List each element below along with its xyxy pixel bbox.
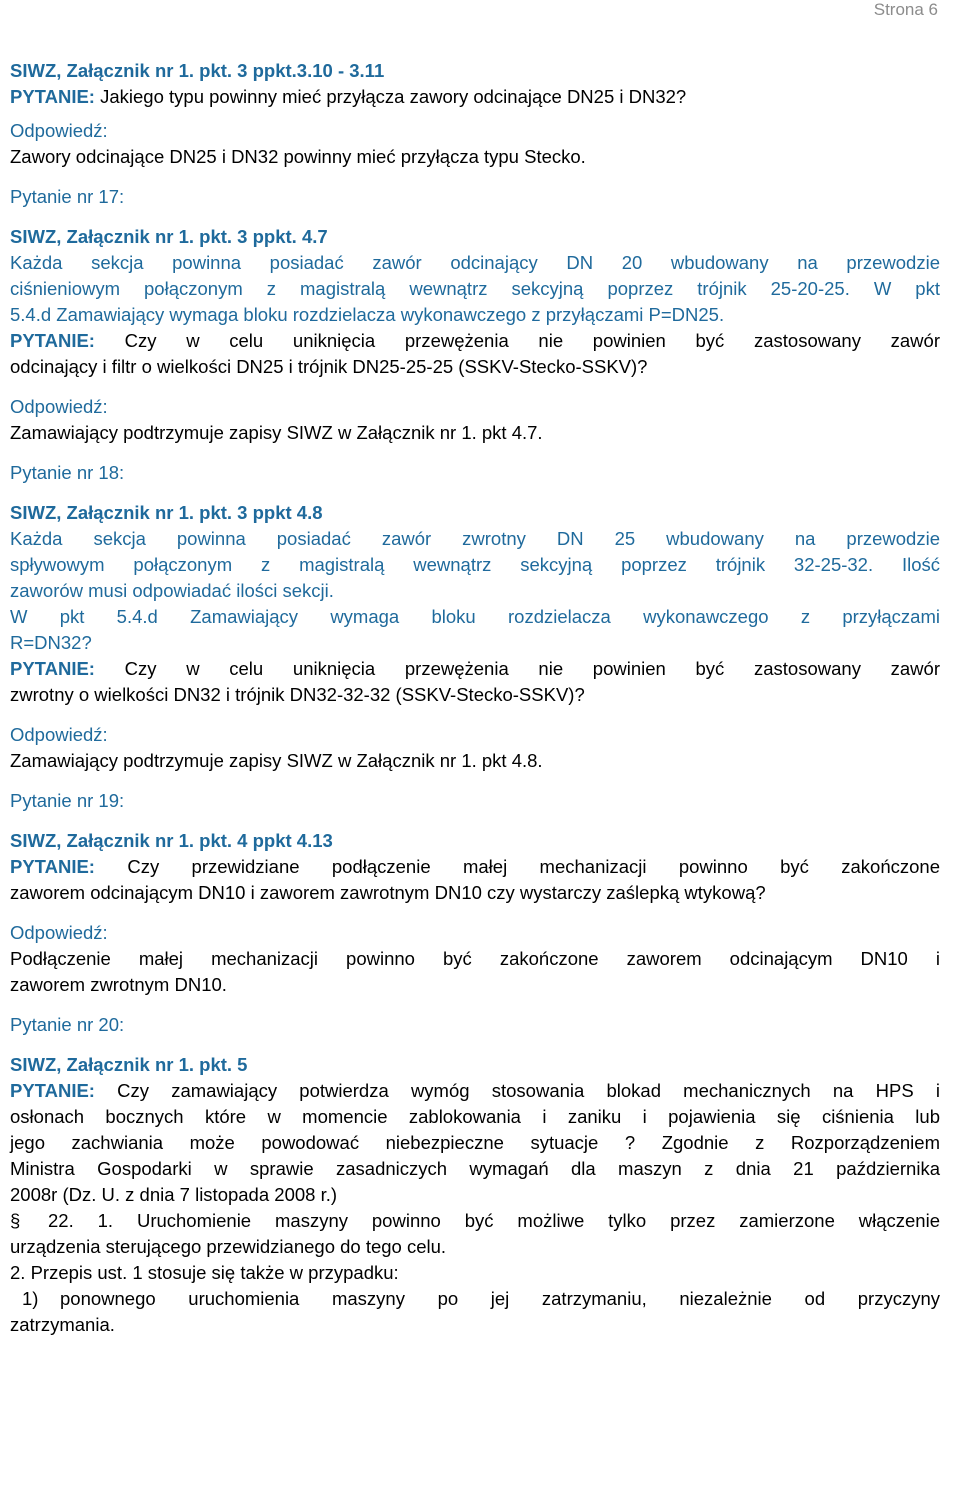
- q17-question: [10, 328, 940, 354]
- question-label: PYTANIE:: [10, 86, 95, 107]
- q18-title: Pytanie nr 18:: [10, 462, 125, 483]
- q20-list-item: [10, 1286, 940, 1312]
- document-body: [10, 58, 940, 1338]
- q20-question-cont: jego zachwiania może powodować niebezpieczne sytuacje ? Zgodnie z Rozporządzeniem: [10, 1132, 940, 1153]
- q20-question: [10, 1078, 940, 1104]
- q19-title: Pytanie nr 19:: [10, 790, 125, 811]
- question-label: PYTANIE:: [10, 330, 95, 351]
- q19-reference: SIWZ, Załącznik nr 1. pkt. 4 ppkt 4.13: [10, 830, 333, 851]
- q17-answer: Zamawiający podtrzymuje zapisy SIWZ w Załącznik nr 1. pkt 4.7.: [10, 422, 543, 443]
- paragraph-text: 22. 1. Uruchomienie maszyny powinno być możliwe tylko przez zamierzone włączenie: [48, 1210, 940, 1231]
- answer-label: Odpowiedź:: [10, 724, 108, 745]
- q18-question-cont: zwrotny o wielkości DN32 i trójnik DN32-32-32 (SSKV-Stecko-SSKV)?: [10, 684, 585, 705]
- question-text: Czy zamawiający potwierdza wymóg stosowania blokad mechanicznych na HPS i: [94, 1080, 940, 1101]
- q20-paragraph: [10, 1208, 940, 1234]
- question-text: Czy przewidziane podłączenie małej mechanizacji powinno być zakończone: [94, 856, 940, 877]
- q20-list-item-cont: zatrzymania.: [10, 1314, 115, 1335]
- q17-body-line: 5.4.d Zamawiający wymaga bloku rozdzielacza wykonawczego z przyłączami P=DN25.: [10, 304, 725, 325]
- q19-answer-cont: zaworem zwrotnym DN10.: [10, 974, 227, 995]
- list-number: 1): [22, 1288, 39, 1309]
- q16-reference: SIWZ, Załącznik nr 1. pkt. 3 ppkt.3.10 - 3.11: [10, 60, 385, 81]
- question-text: Czy w celu uniknięcia przewężenia nie powinien być zastosowany zawór: [94, 658, 940, 679]
- q20-question-cont: 2008r (Dz. U. z dnia 7 listopada 2008 r.): [10, 1184, 338, 1205]
- q20-paragraph-cont: 2. Przepis ust. 1 stosuje się także w przypadku:: [10, 1262, 399, 1283]
- q20-title: Pytanie nr 20:: [10, 1014, 125, 1035]
- q19-question: [10, 854, 940, 880]
- answer-label: Odpowiedź:: [10, 120, 108, 141]
- q17-reference: SIWZ, Załącznik nr 1. pkt. 3 ppkt. 4.7: [10, 226, 328, 247]
- q17-title: Pytanie nr 17:: [10, 186, 125, 207]
- list-text: ponownego uruchomienia maszyny po jej zatrzymaniu, niezależnie od przyczyny: [60, 1288, 940, 1309]
- q18-body-line: zaworów musi odpowiadać ilości sekcji.: [10, 580, 334, 601]
- q18-answer: Zamawiający podtrzymuje zapisy SIWZ w Załącznik nr 1. pkt 4.8.: [10, 750, 543, 771]
- q17-body-line: Każda sekcja powinna posiadać zawór odcinający DN 20 wbudowany na przewodzie: [10, 252, 940, 273]
- q18-question: [10, 656, 940, 682]
- question-label: PYTANIE:: [10, 856, 95, 877]
- question-label: PYTANIE:: [10, 658, 95, 679]
- question-text: Czy w celu uniknięcia przewężenia nie powinien być zastosowany zawór: [94, 330, 940, 351]
- q18-body-line: Każda sekcja powinna posiadać zawór zwrotny DN 25 wbudowany na przewodzie: [10, 528, 940, 549]
- q18-body-line: spływowym połączonym z magistralą wewnątrz sekcyjną poprzez trójnik 32-25-32. Ilość: [10, 554, 940, 575]
- answer-label: Odpowiedź:: [10, 396, 108, 417]
- page-number: Strona 6: [873, 0, 938, 19]
- q20-question-cont: osłonach bocznych które w momencie zablokowania i zaniku i pojawienia się ciśnienia lub: [10, 1106, 940, 1127]
- q17-question-cont: odcinający i filtr o wielkości DN25 i trójnik DN25-25-25 (SSKV-Stecko-SSKV)?: [10, 356, 648, 377]
- q20-question-cont: Ministra Gospodarki w sprawie zasadniczych wymagań dla maszyn z dnia 21 października: [10, 1158, 940, 1179]
- q18-reference: SIWZ, Załącznik nr 1. pkt. 3 ppkt 4.8: [10, 502, 323, 523]
- q16-question: [10, 84, 940, 110]
- question-text: Jakiego typu powinny mieć przyłącza zawory odcinające DN25 i DN32?: [94, 86, 687, 107]
- q19-question-cont: zaworem odcinającym DN10 i zaworem zawrotnym DN10 czy wystarczy zaślepką wtykową?: [10, 882, 766, 903]
- q20-reference: SIWZ, Załącznik nr 1. pkt. 5: [10, 1054, 248, 1075]
- q17-body-line: ciśnieniowym połączonym z magistralą wewnątrz sekcyjną poprzez trójnik 25-20-25. W pkt: [10, 278, 940, 299]
- paragraph-sign: §: [10, 1210, 21, 1231]
- answer-label: Odpowiedź:: [10, 922, 108, 943]
- question-label: PYTANIE:: [10, 1080, 95, 1101]
- q18-body-line: R=DN32?: [10, 632, 92, 653]
- q16-answer: Zawory odcinające DN25 i DN32 powinny mieć przyłącza typu Stecko.: [10, 146, 586, 167]
- q19-answer: Podłączenie małej mechanizacji powinno być zakończone zaworem odcinającym DN10 i: [10, 948, 940, 969]
- q18-body-line: W pkt 5.4.d Zamawiający wymaga bloku rozdzielacza wykonawczego z przyłączami: [10, 606, 940, 627]
- q20-paragraph-cont: urządzenia sterującego przewidzianego do tego celu.: [10, 1236, 447, 1257]
